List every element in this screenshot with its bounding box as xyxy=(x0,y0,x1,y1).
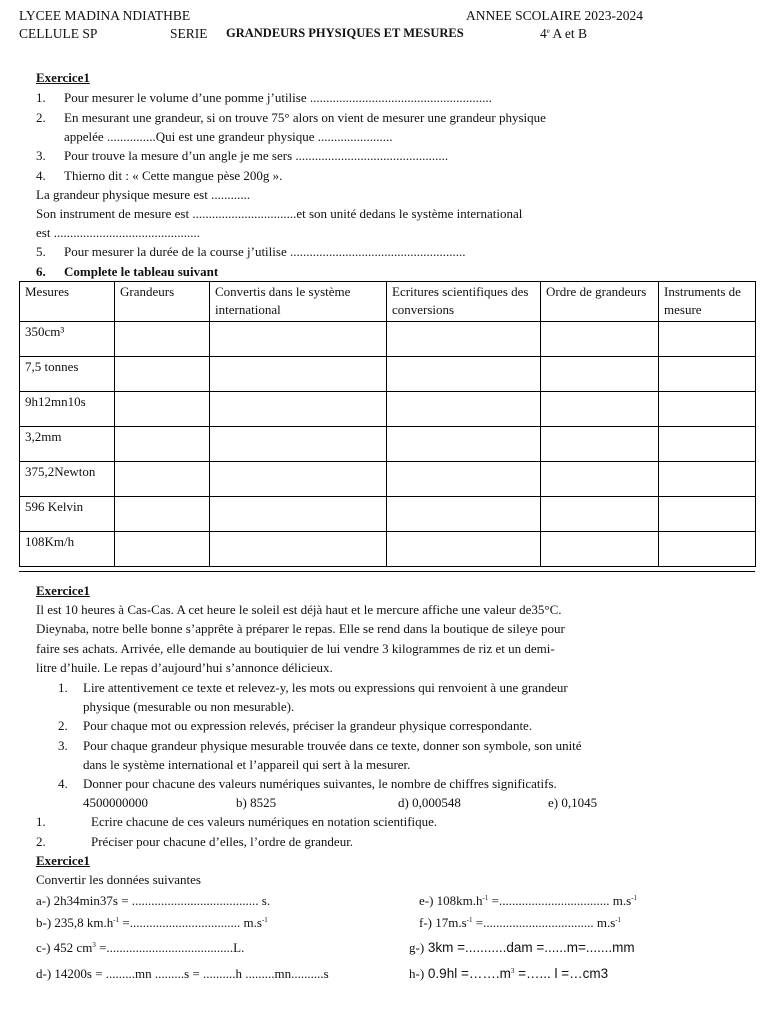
q3-text: Pour trouve la mesure d’un angle je me sers ............................................... xyxy=(64,148,449,163)
instruction-3-number: 3. xyxy=(58,738,68,753)
sub-1-text: Ecrire chacune de ces valeurs numériques en notation scientifique. xyxy=(91,814,438,829)
table-cell[interactable] xyxy=(210,497,387,532)
table-header-cell: Ecritures scientifiques des conversions xyxy=(387,282,541,322)
table-row xyxy=(20,462,756,497)
exercise-3-intro: Convertir les données suivantes xyxy=(36,872,201,887)
exercise-1-title: Exercice1 xyxy=(36,70,90,85)
instruction-3-line1: Pour chaque grandeur physique mesurable trouvée dans ce texte, donner son symbole, son unité xyxy=(83,738,582,753)
table-cell-measure: 9h12mn10s xyxy=(20,392,115,427)
table-cell[interactable] xyxy=(387,532,541,567)
value-d: d) 0,000548 xyxy=(398,795,461,810)
instruction-4-number: 4. xyxy=(58,776,68,791)
conversion-table xyxy=(19,281,756,567)
table-cell[interactable] xyxy=(541,357,659,392)
school-name: LYCEE MADINA NDIATHBE xyxy=(19,8,191,23)
table-header-cell: Grandeurs xyxy=(115,282,210,322)
q2-number: 2. xyxy=(36,110,46,125)
table-row xyxy=(20,392,756,427)
table-cell[interactable] xyxy=(115,322,210,357)
q5-number: 5. xyxy=(36,244,46,259)
conversion-g: g-) 3km =...........dam =......m=.......mm xyxy=(409,940,635,955)
instruction-2-text: Pour chaque mot ou expression relevés, préciser la grandeur physique correspondante. xyxy=(83,718,533,733)
sub-2-number: 2. xyxy=(36,834,46,849)
table-row xyxy=(20,427,756,462)
table-cell[interactable] xyxy=(115,357,210,392)
conversion-c: c-) 452 $cm^3 =.......................................L$. xyxy=(36,940,245,955)
table-header-cell: Mesures xyxy=(20,282,115,322)
class-level xyxy=(540,26,587,41)
table-cell[interactable] xyxy=(387,357,541,392)
instruction-1-line1: Lire attentivement ce texte et relevez-y, les mots ou expressions qui renvoient à une grandeur xyxy=(83,680,568,695)
class-suffix: e xyxy=(546,27,550,35)
table-cell-measure: 3,2mm xyxy=(20,427,115,462)
table-cell[interactable] xyxy=(659,392,756,427)
instruction-4-text: Donner pour chacune des valeurs numériques suivantes, le nombre de chiffres significatifs. xyxy=(83,776,557,791)
class-groups: A et B xyxy=(549,26,587,41)
table-cell[interactable] xyxy=(541,392,659,427)
table-row xyxy=(20,532,756,567)
instruction-1-line2: physique (mesurable ou non mesurable). xyxy=(83,699,295,714)
table-cell[interactable] xyxy=(210,462,387,497)
conversion-f: f-) $17m.s^{-1}$ =.................................. $m.s^{-1}$ xyxy=(419,915,622,930)
value-b: b) 8525 xyxy=(236,795,277,810)
table-header-row xyxy=(20,282,756,322)
table-cell-measure: 350cm³ xyxy=(20,322,115,357)
table-cell[interactable] xyxy=(659,357,756,392)
q6-text: Complete le tableau suivant xyxy=(64,264,219,279)
q2-text-line2: appelée ...............Qui est une grandeur physique ....................... xyxy=(64,129,393,144)
q6-number: 6. xyxy=(36,264,46,279)
serie-title: GRANDEURS PHYSIQUES ET MESURES xyxy=(226,26,464,40)
section-divider xyxy=(19,571,755,572)
table-cell[interactable] xyxy=(659,497,756,532)
table-cell[interactable] xyxy=(387,322,541,357)
table-cell[interactable] xyxy=(541,462,659,497)
table-cell[interactable] xyxy=(115,392,210,427)
q4-number: 4. xyxy=(36,168,46,183)
instruction-2-number: 2. xyxy=(58,718,68,733)
table-header-cell: Instruments de mesure xyxy=(659,282,756,322)
table-cell[interactable] xyxy=(115,427,210,462)
q4-line1: La grandeur physique mesure est ............ xyxy=(36,187,251,202)
exercise-2-title: Exercice1 xyxy=(36,583,90,598)
text-paragraph-line2: Dieynaba, notre belle bonne s’apprête à préparer le repas. Elle se rend dans la boutique de sileye pour xyxy=(36,621,565,636)
table-cell[interactable] xyxy=(541,322,659,357)
table-cell[interactable] xyxy=(210,532,387,567)
table-cell[interactable] xyxy=(541,427,659,462)
q4-text: Thierno dit : « Cette mangue pèse 200g ». xyxy=(64,168,283,183)
table-cell[interactable] xyxy=(541,497,659,532)
table-cell[interactable] xyxy=(210,392,387,427)
table-row xyxy=(20,322,756,357)
table-cell[interactable] xyxy=(210,322,387,357)
instruction-1-number: 1. xyxy=(58,680,68,695)
q4-line3: est ............................................. xyxy=(36,225,200,240)
conversion-h: h-) $0.9hl =\dots\dots.m^3$ =…... l =…cm3 xyxy=(409,966,609,981)
table-cell[interactable] xyxy=(387,462,541,497)
q4-line2: Son instrument de mesure est ................................et son unité dedans le système international xyxy=(36,206,523,221)
school-year: ANNEE SCOLAIRE 2023-2024 xyxy=(466,8,643,23)
table-cell[interactable] xyxy=(210,427,387,462)
table-cell[interactable] xyxy=(115,462,210,497)
conversion-a: a-) 2h34min37s = ....................................... s. xyxy=(36,893,271,908)
q1-number: 1. xyxy=(36,90,46,105)
conversion-d: d-) 14200s = .........mn .........s = ..........h .........mn..........s xyxy=(36,966,329,981)
table-header-cell: Ordre de grandeurs xyxy=(541,282,659,322)
table-cell[interactable] xyxy=(115,497,210,532)
serie-label: SERIE xyxy=(170,26,208,41)
table-cell[interactable] xyxy=(387,392,541,427)
q5-text: Pour mesurer la durée de la course j’utilise ...................................................... xyxy=(64,244,466,259)
table-cell[interactable] xyxy=(541,532,659,567)
table-cell[interactable] xyxy=(659,532,756,567)
table-cell[interactable] xyxy=(659,427,756,462)
q2-text-line1: En mesurant une grandeur, si on trouve 75° alors on vient de mesurer une grandeur physique xyxy=(64,110,546,125)
value-e: e) 0,1045 xyxy=(548,795,598,810)
text-paragraph-line3: faire ses achats. Arrivée, elle demande au boutiquier de lui vendre 3 kilogrammes de riz et un demi- xyxy=(36,641,555,656)
table-row xyxy=(20,497,756,532)
cell-name: CELLULE SP xyxy=(19,26,98,41)
table-cell-measure: 7,5 tonnes xyxy=(20,357,115,392)
sub-2-text: Préciser pour chacune d’elles, l’ordre de grandeur. xyxy=(91,834,354,849)
exercise-3-title: Exercice1 xyxy=(36,853,90,868)
table-header-cell: Convertis dans le système international xyxy=(210,282,387,322)
sub-1-number: 1. xyxy=(36,814,46,829)
table-cell[interactable] xyxy=(659,322,756,357)
table-cell[interactable] xyxy=(387,497,541,532)
table-cell-measure: 375,2Newton xyxy=(20,462,115,497)
value-a: 4500000000 xyxy=(83,795,148,810)
table-cell[interactable] xyxy=(115,532,210,567)
instruction-3-line2: dans le système international et l’appareil qui sert à la mesurer. xyxy=(83,757,411,772)
q1-text: Pour mesurer le volume d’une pomme j’utilise ........................................................ xyxy=(64,90,492,105)
table-cell[interactable] xyxy=(387,427,541,462)
text-paragraph-line1: Il est 10 heures à Cas-Cas. A cet heure le soleil est déjà haut et le mercure affiche une valeur de35°C. xyxy=(36,602,562,617)
conversion-e: e-) $108km.h^{-1}$ =.................................. $m.s^{-1}$ xyxy=(419,893,637,908)
text-paragraph-line4: litre d’huile. Le repas d’aujourd’hui s’annonce délicieux. xyxy=(36,660,333,675)
table-cell[interactable] xyxy=(659,462,756,497)
q3-number: 3. xyxy=(36,148,46,163)
table-cell-measure: 596 Kelvin xyxy=(20,497,115,532)
table-row xyxy=(20,357,756,392)
class-number: 4 xyxy=(540,26,547,41)
table-cell-measure: 108Km/h xyxy=(20,532,115,567)
table-cell[interactable] xyxy=(210,357,387,392)
conversion-b: b-) 235,8 $km.h^{-1}$ =.................................. $m.s^{-1}$ xyxy=(36,915,268,930)
